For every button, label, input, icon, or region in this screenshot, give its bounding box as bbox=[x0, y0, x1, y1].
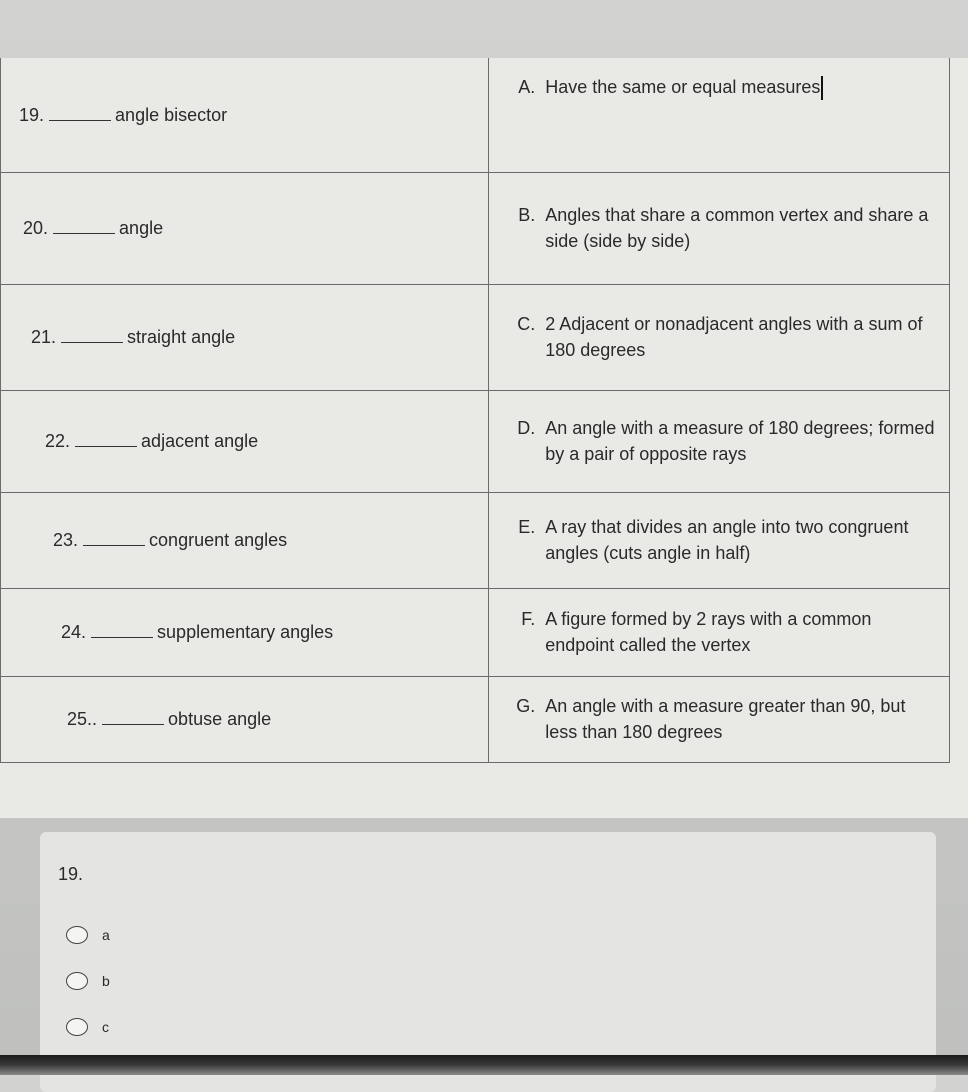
term-cell bbox=[1, 390, 489, 492]
definition-cell bbox=[489, 676, 950, 762]
definition-text: A ray that divides an angle into two congruent angles (cuts angle in half) bbox=[545, 517, 909, 563]
term-label: adjacent angle bbox=[141, 431, 259, 451]
radio-button[interactable] bbox=[66, 926, 88, 944]
item-number: 21. bbox=[31, 327, 57, 347]
definition-letter: C. bbox=[517, 314, 536, 334]
term-cell bbox=[1, 284, 489, 390]
definition-text: Angles that share a common vertex and share a side (side by side) bbox=[545, 205, 929, 251]
item-number: 19. bbox=[19, 104, 45, 125]
definition-cell bbox=[489, 284, 950, 390]
definition-text: An angle with a measure of 180 degrees; formed by a pair of opposite rays bbox=[545, 418, 935, 464]
table-row bbox=[1, 676, 950, 762]
definition-letter: G. bbox=[516, 696, 536, 716]
question-card bbox=[40, 832, 936, 1092]
definition-text: A figure formed by 2 rays with a common endpoint called the vertex bbox=[545, 609, 872, 655]
definition-text: An angle with a measure greater than 90, but less than 180 degrees bbox=[545, 696, 906, 742]
answer-blank bbox=[61, 328, 123, 343]
term-cell bbox=[1, 172, 489, 284]
option-label: c bbox=[102, 1019, 109, 1035]
text-cursor bbox=[821, 76, 823, 100]
answer-blank bbox=[83, 531, 145, 546]
definition-text: 2 Adjacent or nonadjacent angles with a sum of 180 degrees bbox=[545, 314, 923, 360]
item-number: 20. bbox=[23, 218, 49, 238]
radio-button[interactable] bbox=[66, 972, 88, 990]
answer-blank bbox=[102, 710, 164, 725]
term-label: obtuse angle bbox=[168, 709, 272, 729]
definition-letter: B. bbox=[518, 205, 536, 225]
term-cell bbox=[1, 58, 489, 172]
definition-letter: A. bbox=[518, 77, 536, 97]
term-label: angle bbox=[119, 218, 164, 238]
term-label: congruent angles bbox=[149, 530, 288, 550]
item-number: 23. bbox=[53, 530, 79, 550]
matching-table bbox=[0, 58, 950, 763]
definition-letter: D. bbox=[517, 418, 536, 438]
table-row bbox=[1, 58, 950, 172]
option-label: b bbox=[102, 973, 110, 989]
term-cell bbox=[1, 492, 489, 588]
answer-blank bbox=[75, 432, 137, 447]
term-label: straight angle bbox=[127, 327, 236, 347]
term-cell bbox=[1, 676, 489, 762]
definition-cell bbox=[489, 390, 950, 492]
item-number: 24. bbox=[61, 622, 87, 642]
option-c[interactable] bbox=[66, 1018, 109, 1036]
table-row bbox=[1, 172, 950, 284]
answer-blank bbox=[53, 219, 115, 234]
table-row bbox=[1, 588, 950, 676]
option-a[interactable] bbox=[66, 926, 110, 944]
definition-cell bbox=[489, 588, 950, 676]
screen-bezel bbox=[0, 1055, 968, 1075]
option-label: a bbox=[102, 927, 110, 943]
definition-letter: E. bbox=[518, 517, 536, 537]
option-b[interactable] bbox=[66, 972, 110, 990]
table-row bbox=[1, 284, 950, 390]
definition-cell bbox=[489, 172, 950, 284]
question-title: 19. bbox=[58, 864, 84, 884]
matching-worksheet bbox=[0, 58, 968, 818]
radio-button[interactable] bbox=[66, 1018, 88, 1036]
definition-cell bbox=[489, 492, 950, 588]
item-number: 25.. bbox=[67, 709, 98, 729]
definition-text: Have the same or equal measures bbox=[545, 77, 821, 97]
definition-cell bbox=[489, 58, 950, 172]
answer-blank bbox=[91, 623, 153, 638]
answer-blank bbox=[49, 106, 111, 121]
term-cell bbox=[1, 588, 489, 676]
table-row bbox=[1, 492, 950, 588]
definition-letter: F. bbox=[521, 609, 536, 629]
term-label: angle bisector bbox=[115, 104, 228, 125]
item-number: 22. bbox=[45, 431, 71, 451]
term-label: supplementary angles bbox=[157, 622, 334, 642]
table-row bbox=[1, 390, 950, 492]
